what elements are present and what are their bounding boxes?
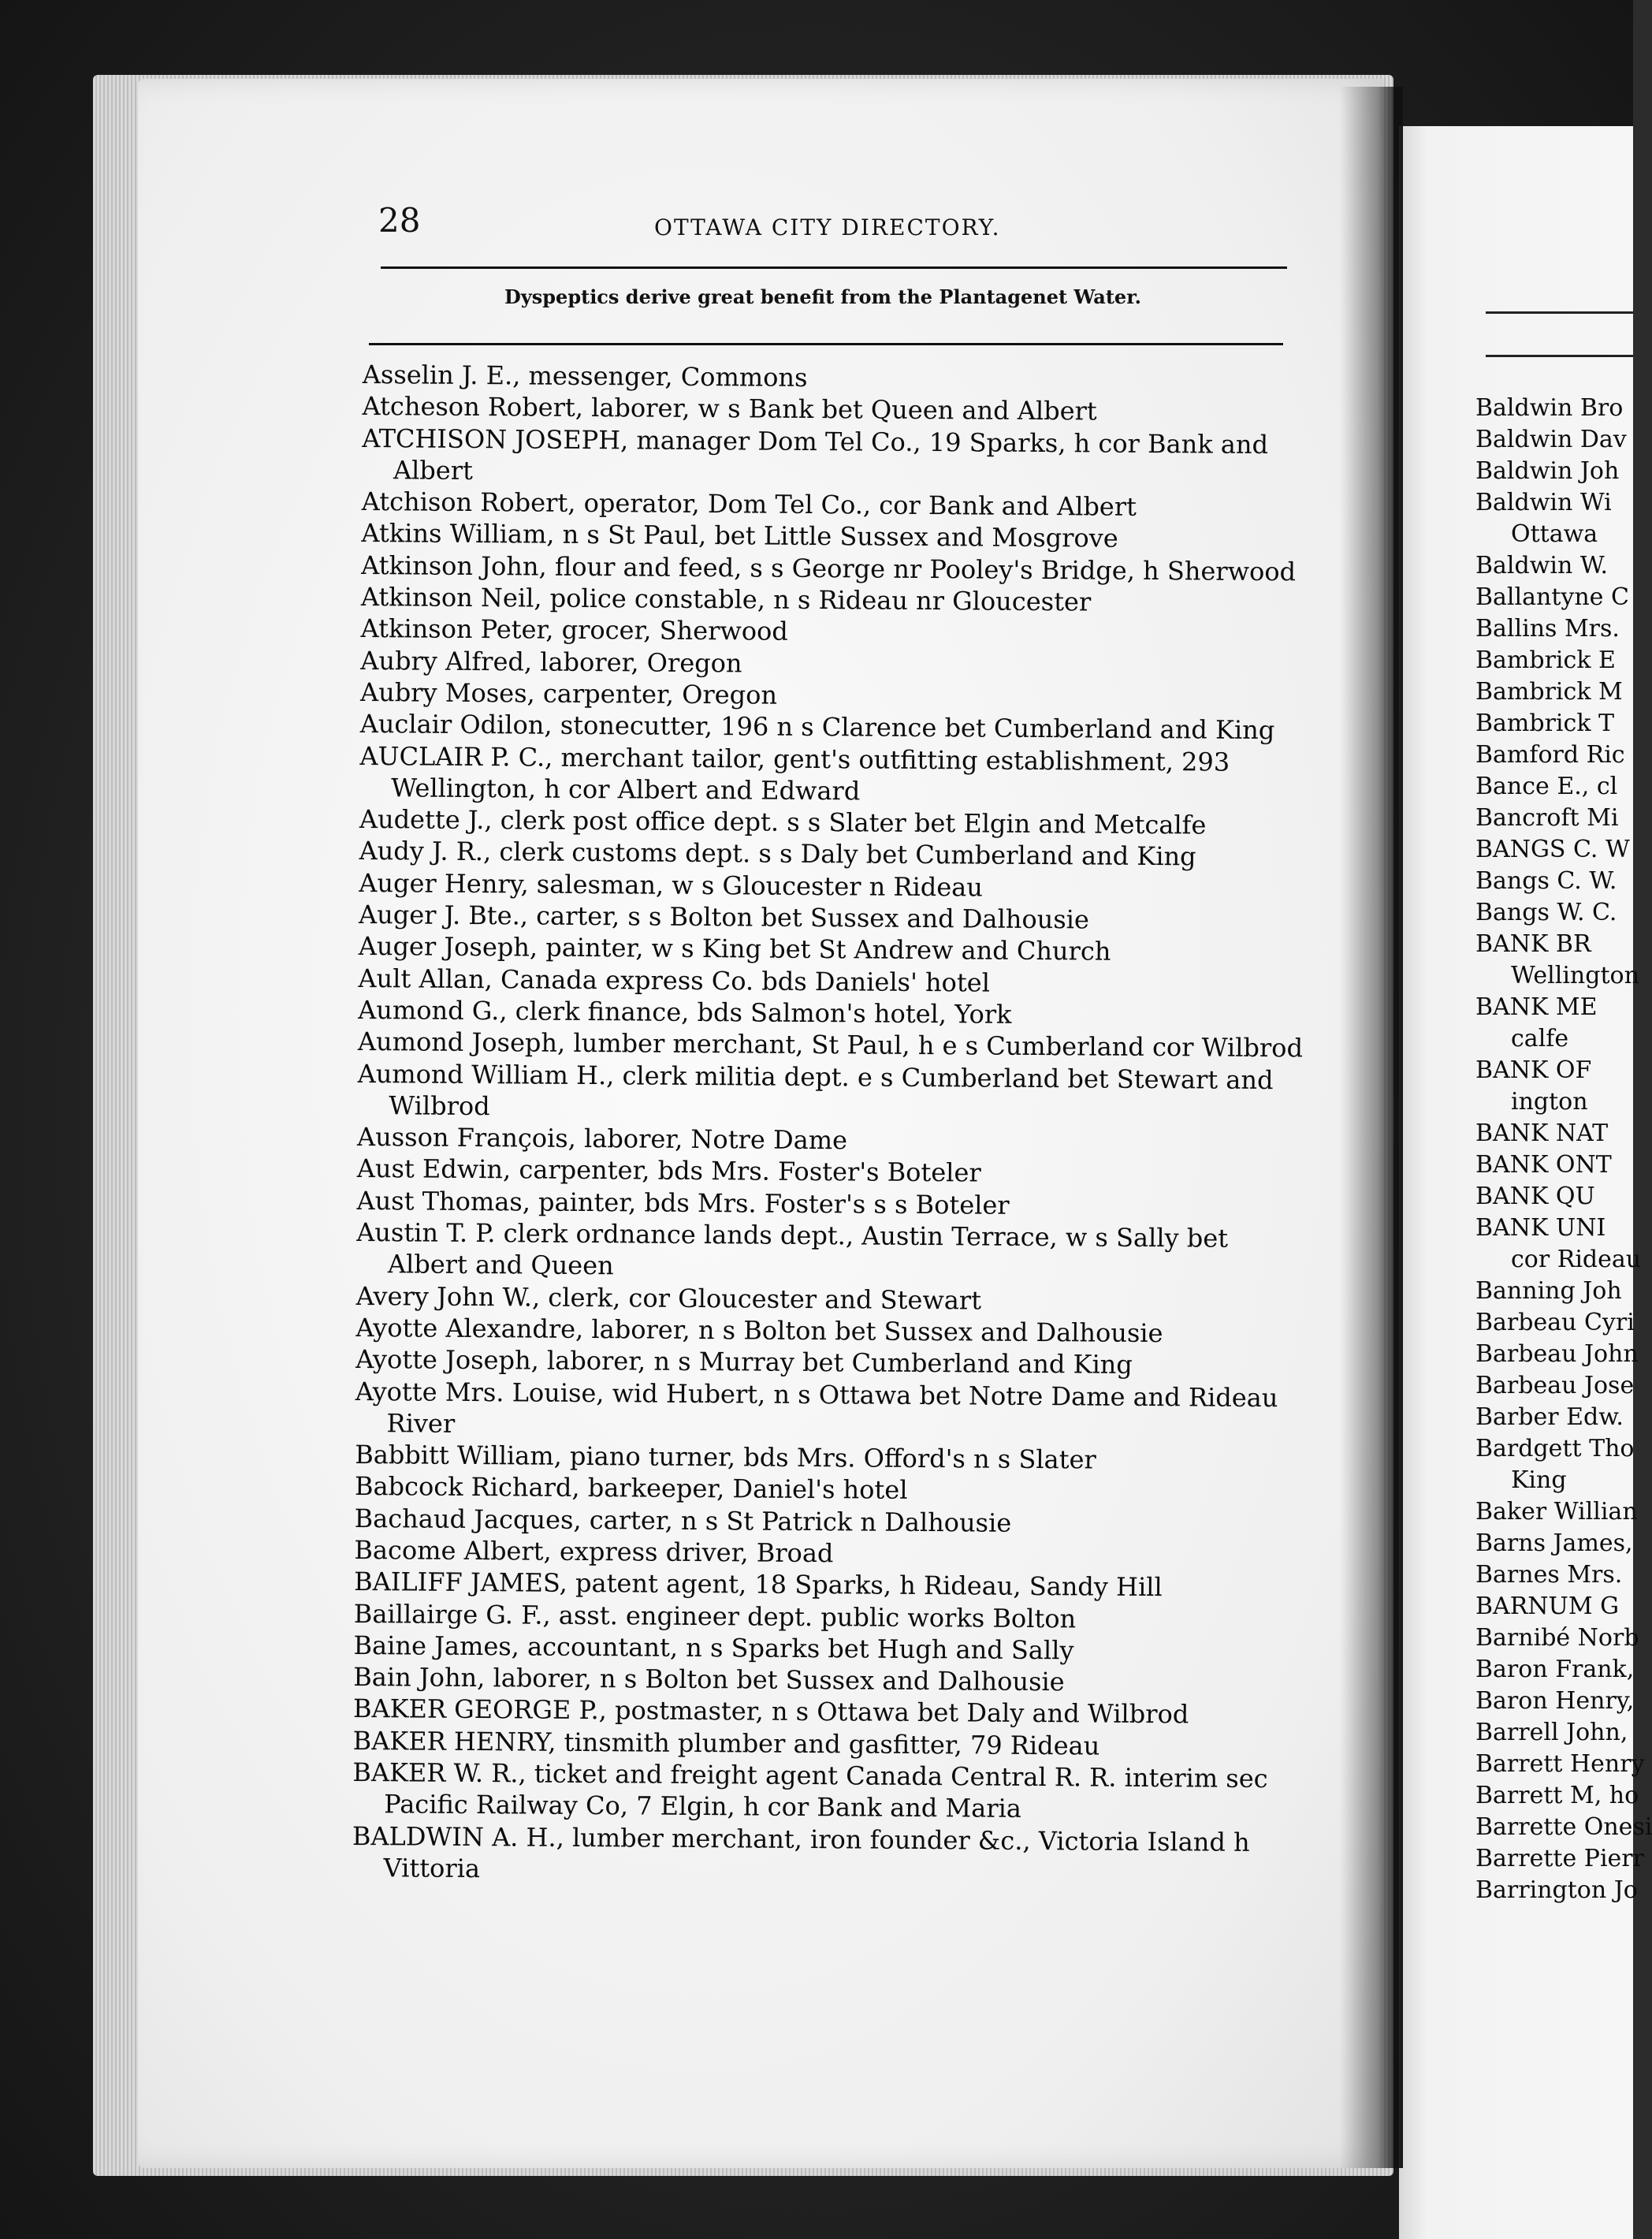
directory-entry: Audette J., clerk post office dept. s s Slater bet Elgin and Metcalfe	[359, 804, 1207, 840]
facing-entry: Baker Willian	[1475, 1498, 1638, 1526]
facing-page-entries	[1475, 393, 1652, 1906]
directory-entry: Atcheson Robert, laborer, w s Bank bet Queen and Albert	[362, 391, 1097, 427]
facing-entry: Barnibé Norb	[1475, 1624, 1639, 1652]
facing-entry: Barrell John,	[1475, 1719, 1628, 1746]
directory-entry: Aust Edwin, carpenter, bds Mrs. Foster's Boteler	[356, 1153, 981, 1188]
directory-entry: Auclair Odilon, stonecutter, 196 n s Clarence bet Cumberland and King	[359, 709, 1275, 746]
directory-entry: BALDWIN A. H., lumber merchant, iron founder &c., Victoria Island h Vittoria	[352, 1820, 1250, 1884]
directory-entry: ATCHISON JOSEPH, manager Dom Tel Co., 19 Sparks, h cor Bank and Albert	[362, 423, 1269, 486]
directory-entry: Auger J. Bte., carter, s s Bolton bet Sussex and Dalhousie	[358, 900, 1090, 935]
directory-entry: Ayotte Joseph, laborer, n s Murray bet Cumberland and King	[355, 1344, 1133, 1380]
facing-entry: BANK ME	[1475, 993, 1598, 1021]
directory-entry: AUCLAIR P. C., merchant tailor, gent's outfitting establishment, 293 Wellington, h cor Albert and Edward	[359, 740, 1230, 807]
directory-entry: Austin T. P. clerk ordnance lands dept., Austin Terrace, w s Sally bet Albert and Queen	[356, 1216, 1229, 1281]
facing-entry: Barbeau Jose	[1475, 1372, 1635, 1399]
facing-entry: Banning Joh	[1475, 1277, 1622, 1305]
directory-entry: Babbitt William, piano turner, bds Mrs. Offord's n s Slater	[355, 1440, 1096, 1475]
facing-entry: Bambrick E	[1475, 646, 1616, 674]
directory-entry: Atkins William, n s St Paul, bet Little Sussex and Mosgrove	[361, 518, 1118, 554]
facing-entry: BANK QU	[1475, 1183, 1595, 1210]
facing-entry: Bardgett Tho	[1475, 1435, 1635, 1462]
facing-entry: Baldwin Joh	[1475, 457, 1620, 485]
facing-entry: King	[1511, 1466, 1567, 1494]
directory-entry: Atchison Robert, operator, Dom Tel Co., cor Bank and Albert	[361, 486, 1137, 523]
facing-rule-bottom	[1486, 355, 1633, 357]
header-rule-bottom	[369, 343, 1283, 345]
facing-entry: Baron Frank,	[1475, 1656, 1635, 1683]
header-rule-top	[381, 266, 1287, 269]
facing-entry: BANK NAT	[1475, 1120, 1609, 1147]
facing-entry: BARNUM G	[1475, 1593, 1620, 1620]
facing-entry: Barnes Mrs.	[1475, 1561, 1623, 1589]
directory-entry: Audy J. R., clerk customs dept. s s Daly bet Cumberland and King	[359, 836, 1196, 872]
facing-entry: cor Rideau	[1511, 1246, 1642, 1273]
directory-entry: BAKER HENRY, tinsmith plumber and gasfitter, 79 Rideau	[352, 1725, 1100, 1761]
facing-entry: BANGS C. W	[1475, 836, 1630, 863]
facing-entry: Baldwin Bro	[1475, 394, 1624, 422]
directory-entry: Atkinson John, flour and feed, s s George nr Pooley's Bridge, h Sherwood	[361, 550, 1297, 587]
directory-entry: Bain John, laborer, n s Bolton bet Sussex and Dalhousie	[353, 1662, 1065, 1697]
directory-entry: Aumond Joseph, lumber merchant, St Paul, h e s Cumberland cor Wilbrod	[357, 1026, 1304, 1064]
facing-entry: Bangs C. W.	[1475, 867, 1617, 895]
directory-entry: Aubry Alfred, laborer, Oregon	[360, 645, 742, 679]
directory-entry: Avery John W., clerk, cor Gloucester and Stewart	[355, 1280, 982, 1316]
book-gutter	[1340, 87, 1403, 2168]
facing-entry: BANK ONT	[1475, 1151, 1612, 1179]
facing-entry: BANK BR	[1475, 930, 1591, 958]
facing-entry: Barbeau John	[1475, 1340, 1639, 1368]
facing-rule-top	[1486, 311, 1633, 314]
directory-entry: BAKER W. R., ticket and freight agent Canada Central R. R. interim sec Pacific Railway Co, 7 Elgin, h cor Bank and Maria	[352, 1757, 1268, 1824]
facing-entry: Barrett Henry	[1475, 1750, 1645, 1778]
advert-banner: Dyspeptics derive great benefit from the Plantagenet Water.	[504, 285, 1141, 308]
facing-entry: Bamford Ric	[1475, 741, 1625, 769]
directory-entries	[352, 359, 1308, 1891]
facing-entry: Barns James,	[1475, 1529, 1633, 1557]
facing-entry: BANK UNI	[1475, 1214, 1606, 1242]
directory-entry: BAKER GEORGE P., postmaster, n s Ottawa bet Daly and Wilbrod	[352, 1693, 1189, 1730]
facing-entry: Baron Henry,	[1475, 1687, 1635, 1715]
facing-entry: calfe	[1511, 1025, 1569, 1052]
facing-entry: Barrett M, ho	[1475, 1782, 1639, 1809]
directory-entry: Ayotte Mrs. Louise, wid Hubert, n s Ottawa bet Notre Dame and Rideau River	[355, 1376, 1278, 1439]
facing-entry: Ballantyne C	[1475, 583, 1629, 611]
facing-entry: Barrette Pierr	[1475, 1845, 1644, 1872]
facing-entry: Bance E., cl	[1475, 773, 1618, 800]
facing-entry: Bambrick T	[1475, 710, 1615, 737]
facing-entry: Barrington Jo	[1475, 1876, 1638, 1904]
facing-entry: Baldwin Dav	[1475, 426, 1627, 453]
directory-entry: Ausson François, laborer, Notre Dame	[356, 1122, 848, 1156]
facing-entry: BANK OF	[1475, 1056, 1592, 1084]
facing-entry: ington	[1511, 1088, 1588, 1116]
facing-entry: Wellington	[1511, 962, 1639, 989]
directory-entry: Bacome Albert, express driver, Broad	[354, 1534, 834, 1569]
directory-entry: Aumond William H., clerk militia dept. e s Cumberland bet Stewart and Wilbrod	[357, 1058, 1274, 1121]
directory-entry: Baine James, accountant, n s Sparks bet Hugh and Sally	[353, 1630, 1074, 1666]
directory-entry: Bachaud Jacques, carter, n s St Patrick n Dalhousie	[354, 1503, 1012, 1538]
directory-entry: Ayotte Alexandre, laborer, n s Bolton bet Sussex and Dalhousie	[355, 1312, 1163, 1349]
directory-entry: Auger Henry, salesman, w s Gloucester n Rideau	[359, 867, 984, 903]
facing-entry: Baldwin W.	[1475, 552, 1608, 579]
facing-entry: Ottawa	[1511, 520, 1598, 548]
directory-entry: Baillairge G. F., asst. engineer dept. public works Bolton	[353, 1598, 1077, 1634]
facing-entry: Bangs W. C.	[1475, 899, 1617, 926]
directory-entry: Aubry Moses, carpenter, Oregon	[359, 676, 778, 710]
facing-entry: Ballins Mrs.	[1475, 615, 1620, 643]
directory-entry: BAILIFF JAMES, patent agent, 18 Sparks, h Rideau, Sandy Hill	[354, 1567, 1163, 1603]
facing-entry: Barber Edw.	[1475, 1403, 1624, 1431]
directory-entry: Aust Thomas, painter, bds Mrs. Foster's s s Boteler	[356, 1185, 1010, 1220]
facing-entry: Barrette Onesi	[1475, 1813, 1652, 1841]
directory-entry: Atkinson Neil, police constable, n s Rideau nr Gloucester	[360, 582, 1092, 617]
directory-entry: Ault Allan, Canada express Co. bds Daniels' hotel	[358, 963, 991, 998]
facing-entry: Barbeau Cyri	[1475, 1309, 1635, 1336]
facing-entry: Bambrick M	[1475, 678, 1623, 706]
running-title: OTTAWA CITY DIRECTORY.	[654, 214, 1001, 240]
page-number: 28	[378, 201, 421, 240]
directory-entry: Babcock Richard, barkeeper, Daniel's hotel	[354, 1471, 908, 1506]
directory-entry: Asselin J. E., messenger, Commons	[362, 359, 808, 393]
facing-entry: Bancroft Mi	[1475, 804, 1619, 832]
directory-entry: Atkinson Peter, grocer, Sherwood	[360, 613, 788, 647]
facing-entry: Baldwin Wi	[1475, 489, 1612, 516]
directory-entry: Aumond G., clerk finance, bds Salmon's hotel, York	[358, 994, 1012, 1030]
directory-entry: Auger Joseph, painter, w s King bet St Andrew and Church	[358, 931, 1111, 967]
